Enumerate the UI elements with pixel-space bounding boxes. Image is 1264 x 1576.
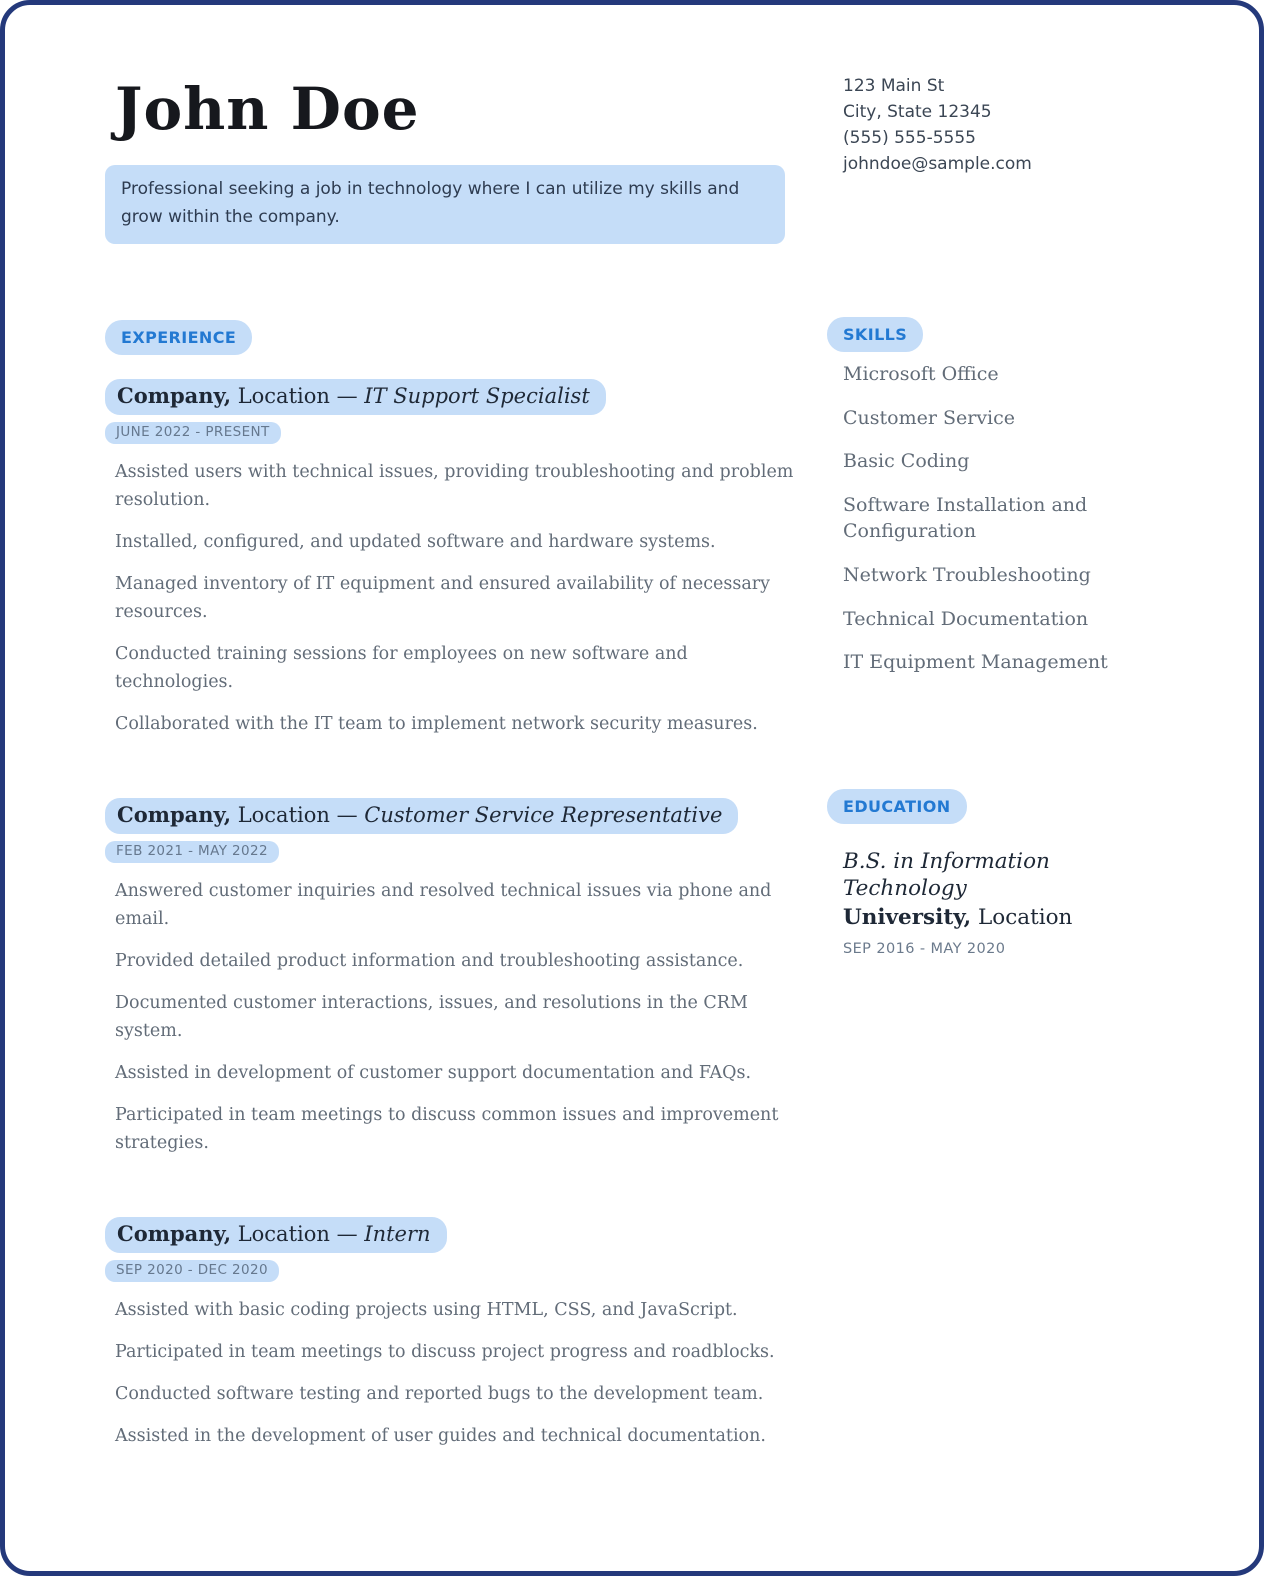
job-bullet: Documented customer interactions, issues, and resolutions in the CRM system. [115,992,748,1041]
title-separator: — [336,383,358,408]
company-location: Location [237,1221,330,1246]
skill-item: Software Installation and Configuration [843,493,1088,543]
job-bullet: Collaborated with the IT team to implement network security measures. [115,713,758,734]
skill-item: Customer Service [843,406,1016,429]
job-dates: FEB 2021 - MAY 2022 [105,841,279,863]
contact-address-line1: 123 Main St [843,76,945,96]
job-bullet: Assisted users with technical issues, providing troubleshooting and problem resolution. [115,461,794,510]
job-dates: JUNE 2022 - PRESENT [105,422,281,444]
skill-item: Technical Documentation [843,607,1089,630]
job-role: Customer Service Representative [364,802,723,827]
section-label-experience: EXPERIENCE [105,320,252,355]
education-dates: SEP 2016 - MAY 2020 [843,940,1006,957]
contact-address-line2: City, State 12345 [843,102,992,122]
job-title-highlight [105,1217,447,1253]
contact-block [843,73,1139,177]
job-role: Intern [364,1221,431,1246]
section-label-education: EDUCATION [827,789,967,824]
job-bullet: Conducted training sessions for employees on new software and technologies. [115,643,688,692]
job-bullet: Assisted in the development of user guides and technical documentation. [115,1425,766,1446]
company-location: Location [237,802,330,827]
skill-item: Basic Coding [843,450,970,473]
candidate-name: John Doe [115,75,420,143]
skill-item: IT Equipment Management [843,651,1108,674]
skills-list [843,361,1139,676]
company-name: Company, [117,382,232,408]
job-bullet: Provided detailed product information and troubleshooting assistance. [115,950,744,971]
contact-email: johndoe@sample.com [843,154,1032,174]
job-bullet: Conducted software testing and reported bugs to the development team. [115,1383,764,1404]
job-role: IT Support Specialist [364,383,590,408]
job-description [115,877,795,1157]
left-column [105,63,795,1450]
education-degree: B.S. in Information Technology [843,848,1050,902]
job-bullet: Assisted in development of customer support documentation and FAQs. [115,1062,752,1083]
school-location: Location [978,904,1073,930]
title-separator: — [336,802,358,827]
job-dates: SEP 2020 - DEC 2020 [105,1260,279,1282]
job-bullet: Participated in team meetings to discuss common issues and improvement strategies. [115,1104,779,1153]
school-name: University, [843,904,972,930]
right-column [827,63,1139,957]
contact-phone: (555) 555-5555 [843,128,976,148]
company-location: Location [237,383,330,408]
job-title-highlight [105,798,738,834]
skill-item: Microsoft Office [843,363,999,385]
job-bullet: Installed, configured, and updated software and hardware systems. [115,531,716,552]
job-bullet: Answered customer inquiries and resolved technical issues via phone and email. [115,880,772,929]
experience-entry [105,1217,795,1450]
education-school [843,905,1139,930]
experience-entry [105,798,795,1157]
experience-entry [105,379,795,738]
job-title-highlight [105,379,606,415]
job-bullet: Participated in team meetings to discuss project progress and roadblocks. [115,1341,775,1362]
job-description [115,458,795,738]
skill-item: Network Troubleshooting [843,563,1091,586]
job-description [115,1296,795,1450]
job-bullet: Managed inventory of IT equipment and ensured availability of necessary resources. [115,573,771,622]
title-separator: — [336,1221,358,1246]
section-label-skills: SKILLS [827,317,923,352]
summary-text: Professional seeking a job in technology where I can utilize my skills and grow within the company. [121,179,740,227]
summary-highlight [105,165,785,243]
company-name: Company, [117,1220,232,1246]
job-bullet: Assisted with basic coding projects using HTML, CSS, and JavaScript. [115,1299,738,1320]
company-name: Company, [117,801,232,827]
